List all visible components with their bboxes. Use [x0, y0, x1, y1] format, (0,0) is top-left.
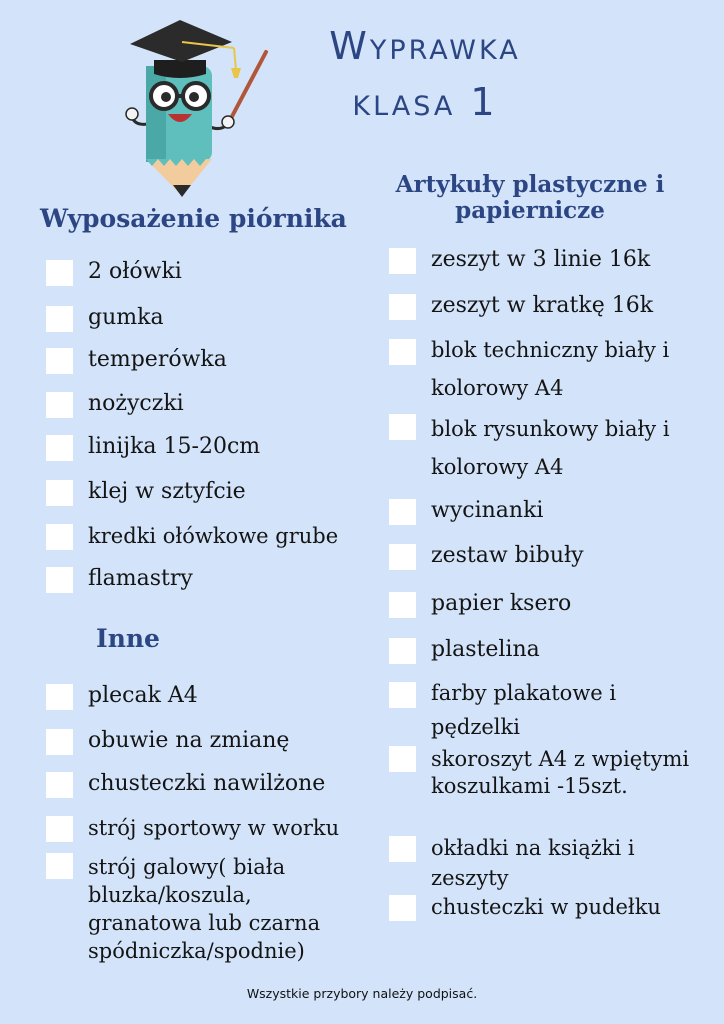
item-label: blok techniczny biały i kolorowy A4	[431, 338, 670, 400]
item-label: 2 ołówki	[88, 259, 182, 284]
checkbox[interactable]	[46, 480, 73, 506]
item-label: zeszyt w 3 linie 16k	[431, 247, 651, 272]
checkbox[interactable]	[46, 348, 73, 374]
item-label: chusteczki nawilżone	[88, 771, 326, 796]
item-label: temperówka	[88, 347, 227, 372]
item-label: kredki ołówkowe grube	[88, 524, 339, 548]
item-label: linijka 15-20cm	[88, 434, 261, 459]
checkbox[interactable]	[389, 339, 416, 365]
checkbox[interactable]	[46, 816, 73, 842]
checkbox[interactable]	[46, 567, 73, 593]
page-title-line1: Wyprawka	[329, 24, 521, 68]
checkbox[interactable]	[389, 294, 416, 320]
checkbox[interactable]	[46, 260, 73, 286]
checkbox[interactable]	[389, 248, 416, 274]
item-label: farby plakatowe i pędzelki	[431, 681, 617, 739]
item-label: papier ksero	[431, 591, 572, 616]
item-label: nożyczki	[88, 391, 184, 416]
checkbox[interactable]	[46, 306, 73, 332]
item-label: wycinanki	[431, 498, 544, 523]
item-label: blok rysunkowy biały i kolorowy A4	[431, 417, 670, 479]
item-label: okładki na książki i zeszyty	[431, 836, 635, 890]
item-label: plecak A4	[88, 683, 198, 708]
checkbox[interactable]	[46, 392, 73, 418]
item-label: gumka	[88, 305, 164, 330]
footer-note: Wszystkie przybory należy podpisać.	[246, 986, 478, 1001]
item-label: chusteczki w pudełku	[431, 895, 661, 919]
checkbox[interactable]	[46, 684, 73, 710]
checkbox[interactable]	[389, 544, 416, 570]
checkbox[interactable]	[389, 746, 416, 772]
item-label: plastelina	[431, 637, 540, 662]
heading-pencil-case: Wyposażenie piórnika	[40, 204, 347, 233]
checkbox[interactable]	[46, 435, 73, 461]
checkbox[interactable]	[46, 729, 73, 755]
checkbox[interactable]	[389, 638, 416, 664]
checkbox[interactable]	[46, 853, 73, 879]
pencil-mascot-illustration	[120, 14, 275, 199]
checkbox[interactable]	[389, 682, 416, 708]
page-title-line2: klasa 1	[352, 80, 498, 124]
checkbox[interactable]	[46, 772, 73, 798]
item-label: flamastry	[88, 566, 193, 591]
heading-other: Inne	[96, 624, 160, 653]
item-label: obuwie na zmianę	[88, 728, 290, 753]
heading-art-supplies: Artykuły plastyczne i papiernicze	[395, 171, 665, 224]
checkbox[interactable]	[46, 524, 73, 550]
checkbox[interactable]	[389, 499, 416, 525]
item-label: skoroszyt A4 z wpiętymi koszulkami -15szt.	[431, 747, 690, 798]
checkbox[interactable]	[389, 895, 416, 921]
item-label: strój galowy( biała bluzka/koszula, granatowa lub czarna spódniczka/spodnie)	[88, 855, 321, 963]
item-label: zestaw bibuły	[431, 543, 584, 568]
item-label: klej w sztyfcie	[88, 479, 246, 504]
checkbox[interactable]	[389, 592, 416, 618]
item-label: strój sportowy w worku	[88, 816, 340, 840]
checkbox[interactable]	[389, 414, 416, 440]
checkbox[interactable]	[389, 836, 416, 862]
item-label: zeszyt w kratkę 16k	[431, 293, 654, 318]
